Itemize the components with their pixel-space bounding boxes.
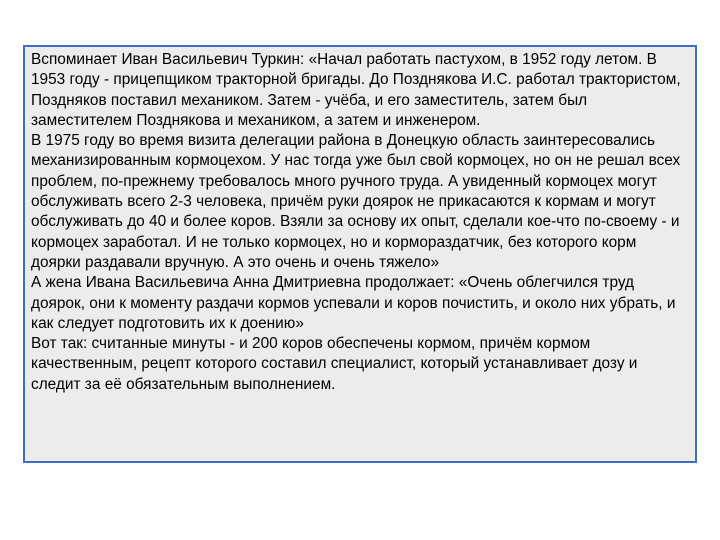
paragraph-1975-visit: В 1975 году во время визита делегации района в Донецкую область заинтересовались механизированным кормоцехом. У нас тогда уже был свой кормоцех, но он не решал всех проблем, по-прежнему требовалось много ручного труда. А увиденный кормоцех могут обслуживать всего 2-3 человека, причём руки доярок не прикасаются к кормам и могут обслуживать до 40 и более коров. Взяли за основу их опыт, сделали кое-что по-своему - и кормоцех заработал. И не только кормоцех, но и кормораздатчик, без которого корм доярки раздавали вручную. А это очень и очень тяжело» <box>31 132 681 271</box>
text-box <box>23 45 697 463</box>
paragraph-anna-dmitrievna: А жена Ивана Васильевича Анна Дмитриевна продолжает: «Очень облегчился труд доярок, они к моменту раздачи кормов успевали и коров почистить, и около них убрать, и как следует подготовить их к доению» <box>31 274 676 332</box>
paragraph-conclusion: Вот так: считанные минуты - и 200 коров обеспечены кормом, причём кормом качественным, рецепт которого составил специалист, который устанавливает дозу и следит за её обязательным выполнением. <box>31 335 638 393</box>
paragraph-turkin-memoir: Вспоминает Иван Васильевич Туркин: «Начал работать пастухом, в 1952 году летом. В 1953 году - прицепщиком тракторной бригады. До Позднякова И.С. работал трактористом, Поздняков поставил механиком. Затем - учёба, и его заместитель, затем был заместителем Позднякова и механиком, а затем и инженером. <box>31 51 681 129</box>
